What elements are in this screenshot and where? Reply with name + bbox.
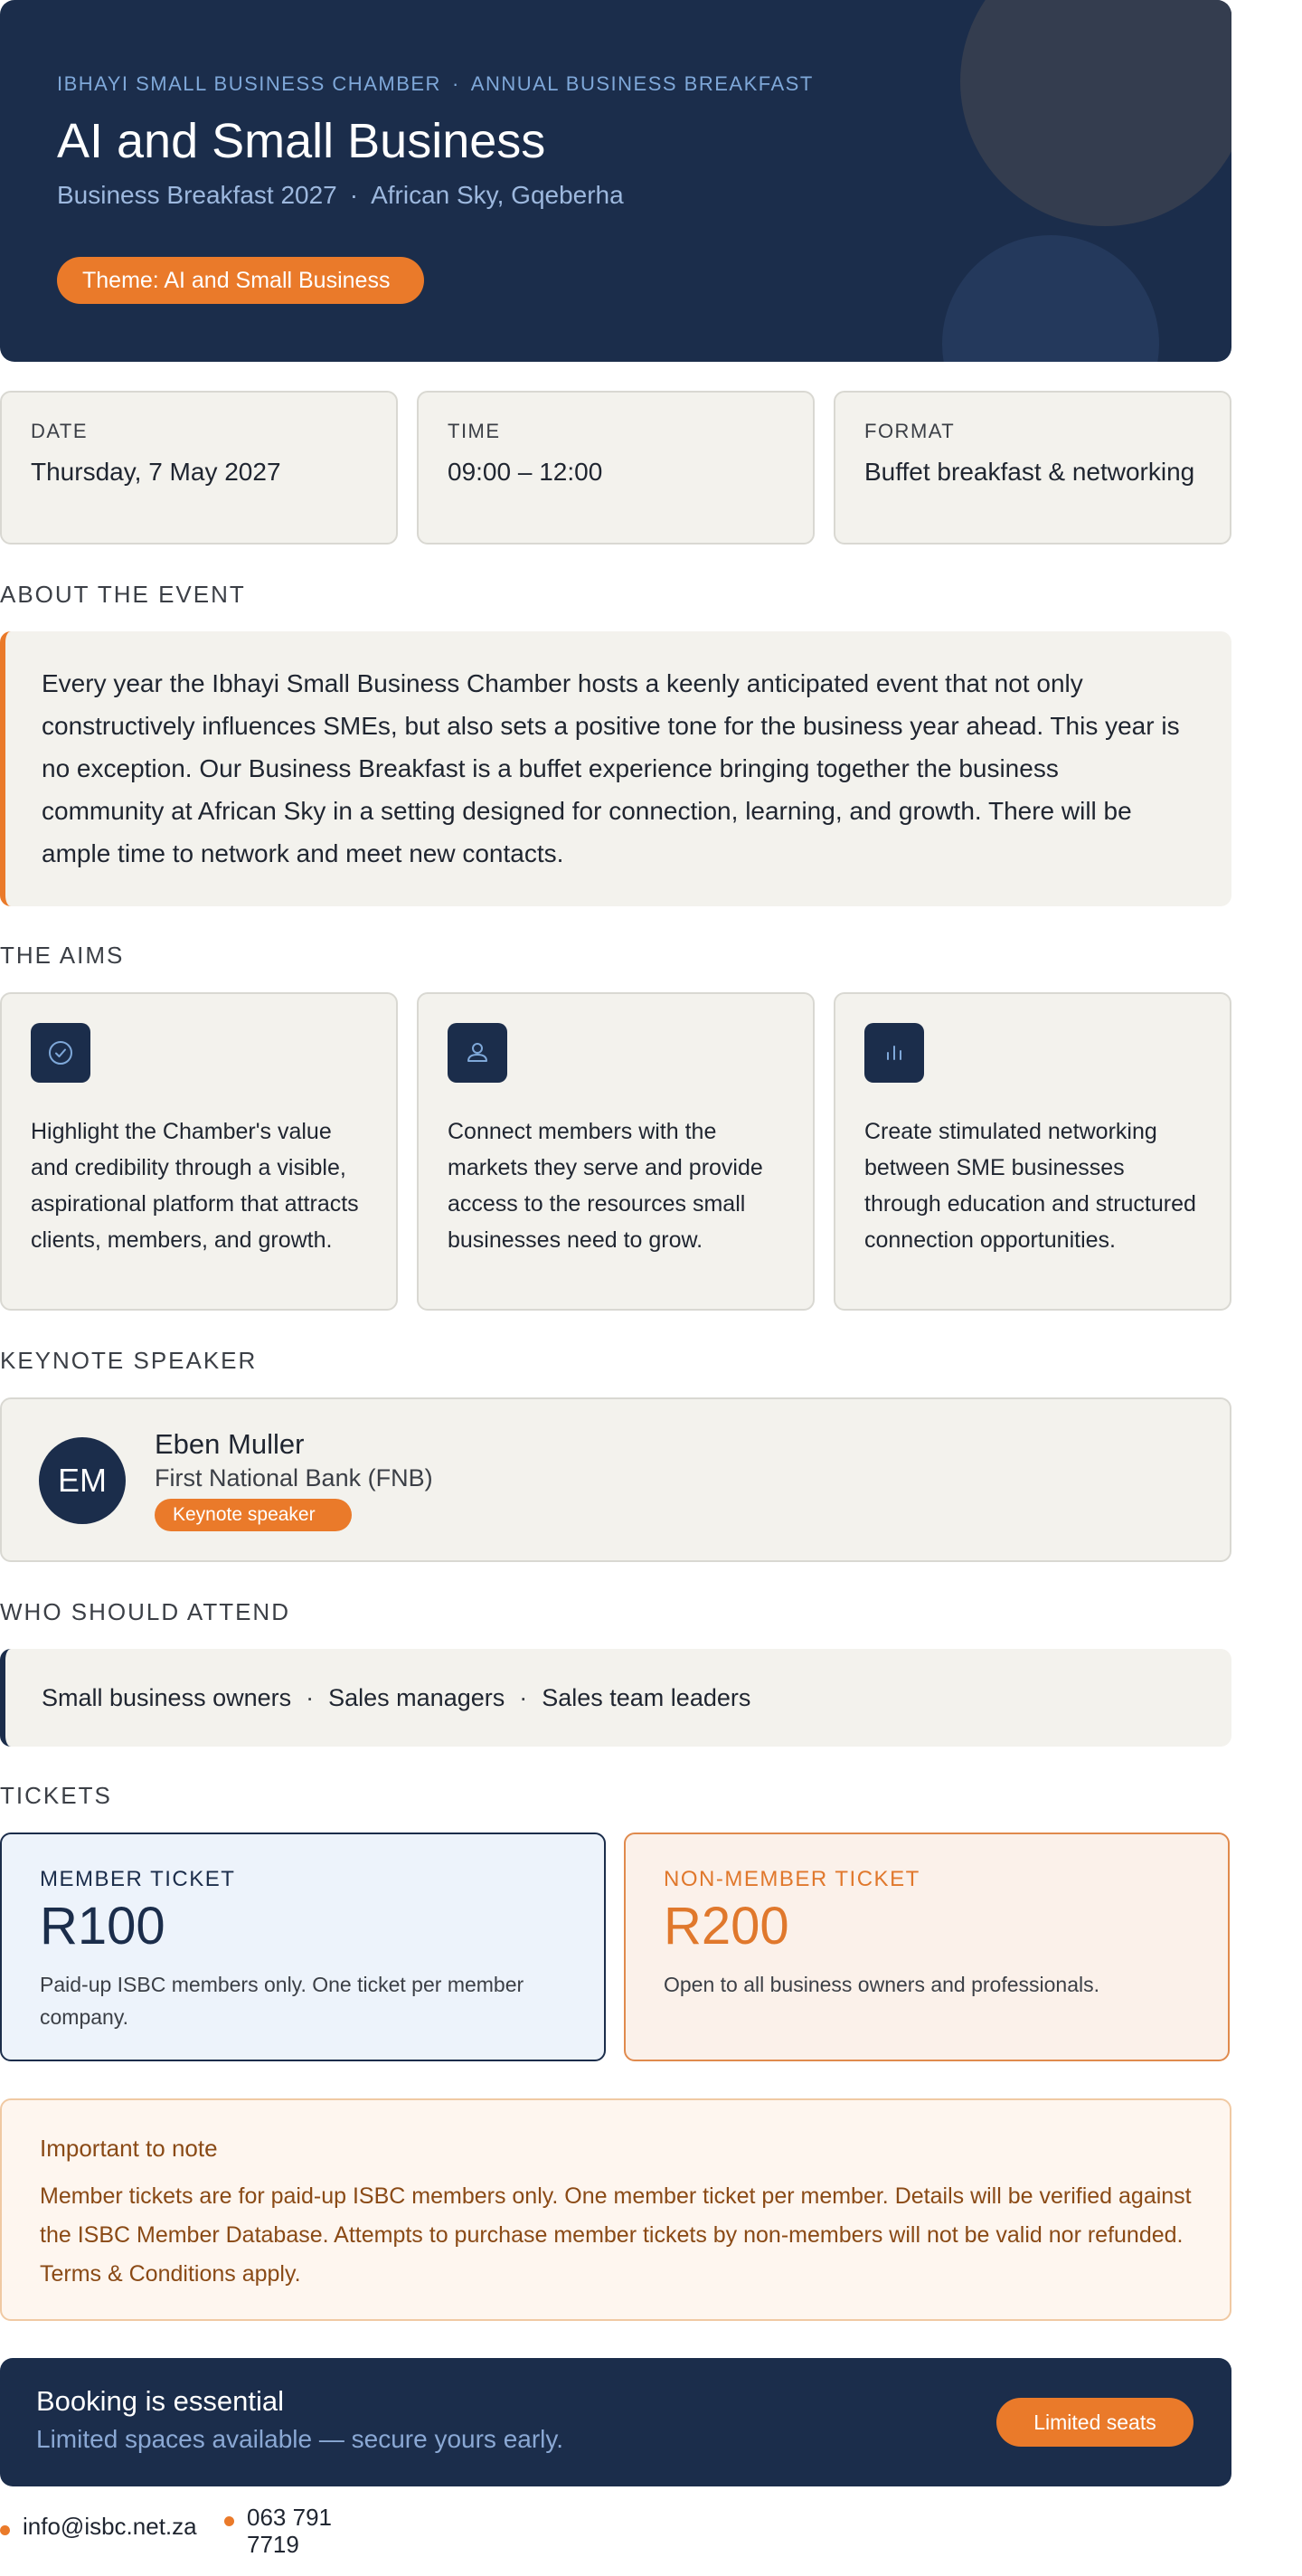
info-value: Buffet breakfast & networking: [864, 458, 1195, 486]
page-title: AI and Small Business: [57, 114, 546, 168]
email-link[interactable]: info@isbc.net.za: [23, 2513, 197, 2540]
about-heading: ABOUT THE EVENT: [0, 581, 246, 608]
ticket-label: MEMBER TICKET: [40, 1867, 236, 1891]
audience-list: [0, 1649, 1231, 1747]
aim-text: Highlight the Chamber's value and credibility through a visible, aspirational platform that attracts clients, members, and growth.: [31, 1119, 359, 1253]
booking-subtitle: Limited spaces available — secure yours early.: [36, 2425, 564, 2453]
member-ticket-card[interactable]: [0, 1833, 606, 2061]
info-label: TIME: [448, 420, 501, 442]
check-circle-icon: [31, 1023, 90, 1083]
aim-text: Connect members with the markets they serve and provide access to the resources small businesses need to grow.: [448, 1119, 763, 1253]
theme-badge: Theme: AI and Small Business: [57, 257, 424, 304]
tickets-heading: TICKETS: [0, 1782, 112, 1809]
venue: African Sky, Gqeberha: [371, 181, 624, 209]
list-item: Sales managers: [328, 1683, 505, 1711]
ticket-price: R100: [40, 1897, 165, 1956]
keynote-badge: Keynote speaker: [155, 1499, 352, 1531]
aims-heading: THE AIMS: [0, 942, 125, 969]
note-body: Member tickets are for paid-up ISBC members only. One member ticket per member. Details will be verified against the ISBC Member Database. Attempts to purchase member tickets by non-members will not be valid nor refunded. Terms & Conditions apply.: [40, 2183, 1192, 2287]
decorative-circle: [960, 0, 1231, 226]
speaker-org: First National Bank (FNB): [155, 1464, 433, 1492]
ticket-price: R200: [664, 1897, 789, 1956]
format-card: [834, 391, 1231, 545]
separator: ·: [306, 1683, 315, 1711]
avatar: EM: [39, 1437, 126, 1524]
booking-banner: [0, 2358, 1231, 2486]
person-icon: [448, 1023, 507, 1083]
separator: ·: [349, 181, 359, 209]
bar-chart-icon: [864, 1023, 924, 1083]
email-contact[interactable]: [0, 2513, 197, 2541]
ticket-description: Paid-up ISBC members only. One ticket per member company.: [40, 1973, 524, 2029]
speaker-name: Eben Muller: [155, 1428, 305, 1460]
list-item: Sales team leaders: [542, 1683, 751, 1711]
ticket-label: NON-MEMBER TICKET: [664, 1867, 920, 1891]
keynote-card: [0, 1397, 1231, 1562]
hero-subtitle: [57, 181, 624, 210]
separator: ·: [451, 72, 460, 95]
info-value: 09:00 – 12:00: [448, 458, 603, 486]
info-value: Thursday, 7 May 2027: [31, 458, 281, 486]
phone-contact[interactable]: [224, 2504, 346, 2558]
hero-banner: [0, 0, 1231, 362]
aim-card: [834, 992, 1231, 1311]
bullet-dot-icon: [0, 2525, 10, 2535]
aim-card: [417, 992, 815, 1311]
info-label: DATE: [31, 420, 89, 442]
hero-eyebrow: [57, 72, 814, 96]
decorative-circle: [942, 235, 1159, 362]
keynote-heading: KEYNOTE SPEAKER: [0, 1347, 258, 1374]
ticket-description: Open to all business owners and professionals.: [664, 1973, 1100, 1996]
time-card: [417, 391, 815, 545]
limited-seats-badge[interactable]: Limited seats: [996, 2398, 1194, 2447]
aim-text: Create stimulated networking between SME businesses through education and structured connection opportunities.: [864, 1119, 1196, 1253]
info-label: FORMAT: [864, 420, 956, 442]
bullet-dot-icon: [224, 2516, 234, 2526]
aim-card: [0, 992, 398, 1311]
non-member-ticket-card[interactable]: [624, 1833, 1230, 2061]
note-title: Important to note: [40, 2135, 218, 2162]
phone-link[interactable]: 063 791 7719: [247, 2504, 332, 2558]
important-note: [0, 2098, 1231, 2321]
event-name: Business Breakfast 2027: [57, 181, 337, 209]
org-name: IBHAYI SMALL BUSINESS CHAMBER: [57, 72, 441, 95]
date-card: [0, 391, 398, 545]
who-heading: WHO SHOULD ATTEND: [0, 1598, 290, 1625]
booking-title: Booking is essential: [36, 2385, 284, 2417]
event-type: ANNUAL BUSINESS BREAKFAST: [470, 72, 814, 95]
list-item: Small business owners: [42, 1683, 292, 1711]
separator: ·: [519, 1683, 528, 1711]
about-text: Every year the Ibhayi Small Business Chamber hosts a keenly anticipated event that not only constructively influences SMEs, but also sets a positive tone for the business year ahead. This year is no exception. Our Business Breakfast is a buffet experience bringing together the business community at African Sky in a setting designed for connection, learning, and growth. There will be ample time to network and meet new contacts.: [0, 631, 1231, 906]
